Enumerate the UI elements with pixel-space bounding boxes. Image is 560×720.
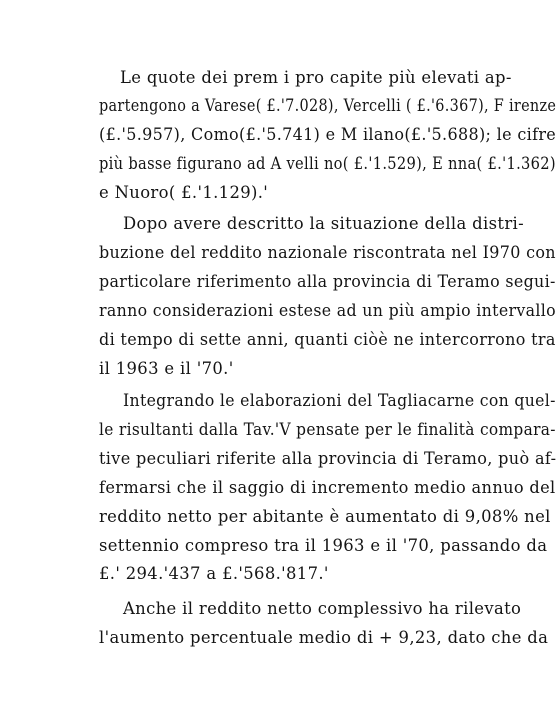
text-line: fermarsi che il saggio di incremento medio annuo del [99, 478, 556, 497]
text-line: e Nuoro( £.'1.129).' [99, 183, 269, 202]
text-line: tive peculiari riferite alla provincia di Teramo, può af- [99, 449, 557, 468]
text-line: il 1963 e il '70.' [99, 359, 234, 378]
text-line: ranno considerazioni estese ad un più ampio intervallo [99, 301, 556, 320]
text-line: £.' 294.'437 a £.'568.'817.' [99, 564, 329, 583]
text-line: Dopo avere descritto la situazione della distri- [123, 214, 524, 233]
text-line: Integrando le elaborazioni del Tagliacarne con quel- [123, 391, 556, 410]
text-line: (£.'5.957), Como(£.'5.741) e M ilano(£.'5.688); le cifre [99, 125, 557, 144]
text-line: partengono a Varese( £.'7.028), Vercelli ( £.'6.367), F irenze [99, 96, 557, 115]
text-line: l'aumento percentuale medio di + 9,23, dato che da [99, 628, 549, 647]
text-line: reddito netto per abitante è aumentato di 9,08% nel [99, 507, 551, 526]
text-line: di tempo di sette anni, quanti ciòè ne intercorrono tra [99, 330, 556, 349]
text-line: Le quote dei prem i pro capite più elevati ap- [120, 68, 512, 87]
text-line: più basse figurano ad A velli no( £.'1.529), E nna( £.'1.362) [99, 154, 556, 173]
text-line: Anche il reddito netto complessivo ha rilevato [123, 599, 522, 618]
text-line: settennio compreso tra il 1963 e il '70, passando da [99, 536, 548, 555]
text-line: buzione del reddito nazionale riscontrata nel I970 con [99, 243, 556, 262]
text-line: le risultanti dalla Tav.'V pensate per le finalità compara- [99, 420, 556, 439]
text-line: particolare riferimento alla provincia di Teramo segui- [99, 272, 556, 291]
